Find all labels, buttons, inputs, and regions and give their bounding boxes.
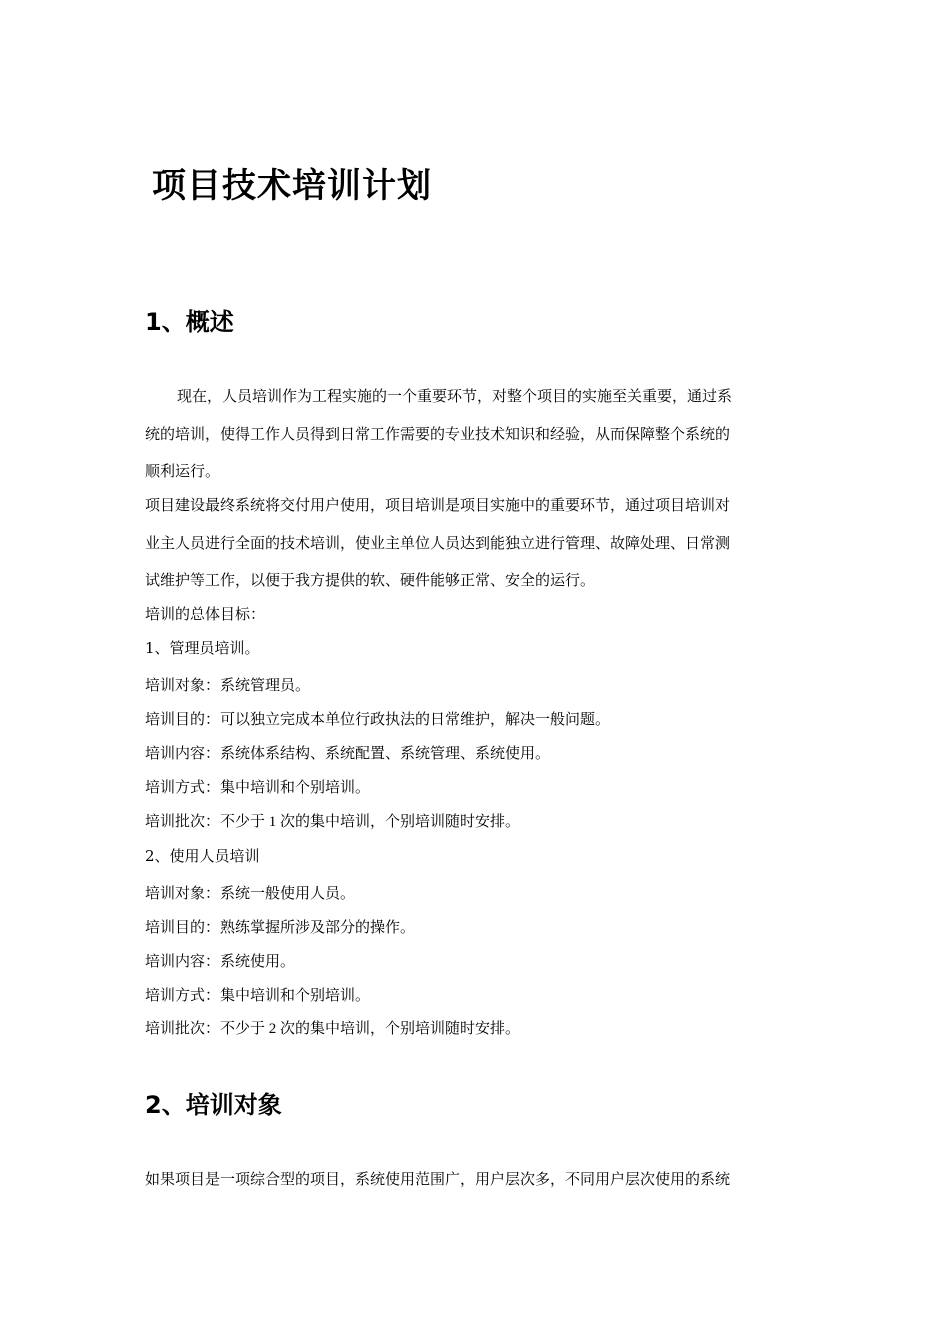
paragraph-line: 现在，人员培训作为工程实施的一个重要环节，对整个项目的实施至关重要，通过系 [177,387,733,405]
paragraph-line: 培训内容：系统使用。 [145,952,296,970]
paragraph-line: 培训批次：不少于 2 次的集中培训，个别培训随时安排。 [145,1021,521,1037]
paragraph-line: 项目建设最终系统将交付用户使用，项目培训是项目实施中的重要环节，通过项目培训对 [145,496,731,514]
paragraph-line: 培训内容：系统体系结构、系统配置、系统管理、系统使用。 [145,744,551,762]
paragraph-line: 培训对象：系统一般使用人员。 [145,884,356,902]
section-heading-training-targets: 2、培训对象 [145,1091,282,1119]
paragraph-line: 业主人员进行全面的技术培训，使业主单位人员达到能独立进行管理、故障处理、日常测 [145,534,731,552]
paragraph-line: 如果项目是一项综合型的项目，系统使用范围广，用户层次多，不同用户层次使用的系统 [145,1170,731,1188]
paragraph-line: 试维护等工作，以便于我方提供的软、硬件能够正常、安全的运行。 [145,571,596,589]
paragraph-line: 顺利运行。 [145,462,221,480]
paragraph-line: 统的培训，使得工作人员得到日常工作需要的专业技术知识和经验，从而保障整个系统的 [145,425,731,443]
list-item-user-training: 2、使用人员培训 [145,847,260,865]
paragraph-line: 培训目的：熟练掌握所涉及部分的操作。 [145,918,416,936]
paragraph-line: 培训目的：可以独立完成本单位行政执法的日常维护，解决一般问题。 [145,710,611,728]
paragraph-line: 培训方式：集中培训和个别培训。 [145,986,371,1004]
list-item-admin-training: 1、管理员培训。 [145,639,260,657]
document-title: 项目技术培训计划 [152,166,432,206]
paragraph-line: 培训方式：集中培训和个别培训。 [145,778,371,796]
paragraph-line: 培训的总体目标： [145,605,266,623]
paragraph-line: 培训对象：系统管理员。 [145,676,311,694]
paragraph-line: 培训批次：不少于 1 次的集中培训，个别培训随时安排。 [145,814,521,830]
section-heading-overview: 1、概述 [145,308,234,336]
